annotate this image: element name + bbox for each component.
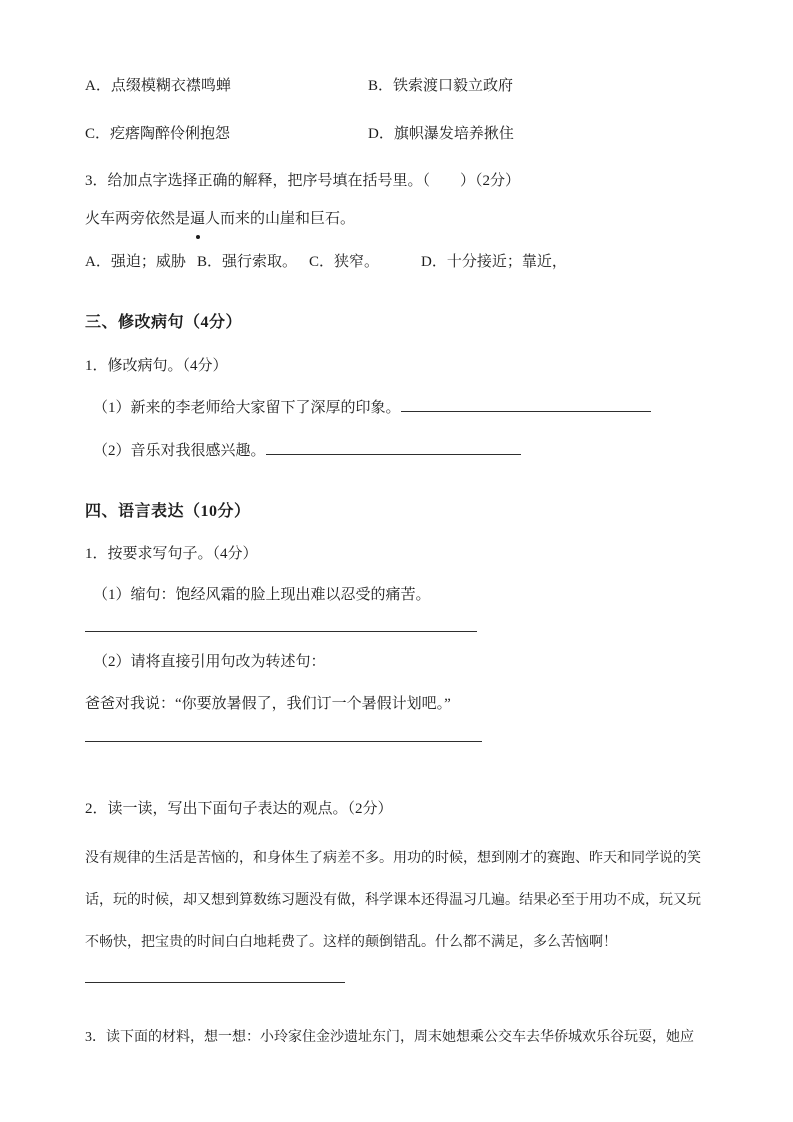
- section-three-item-1-text: （1）新来的李老师给大家留下了深厚的印象。: [93, 400, 401, 416]
- section-three-heading: 三、修改病句（4分）: [85, 314, 243, 331]
- section-four-q1-item-2-sentence: 爸爸对我说：“你要放暑假了，我们订一个暑假计划吧。”: [85, 696, 451, 712]
- emphasis-dot: [196, 235, 200, 239]
- answer-blank-reported-speech[interactable]: [85, 741, 482, 742]
- section-three-item-2-text: （2）音乐对我很感兴趣。: [93, 443, 266, 459]
- q3-option-a: A．强迫；威胁: [85, 254, 186, 270]
- section-three-q1-prompt: 1．修改病句。（4分）: [85, 358, 228, 374]
- q3-option-b: B．强行索取。: [197, 254, 298, 270]
- passage-line-3: 不畅快，把宝贵的时间白白地耗费了。这样的颠倒错乱。什么都不满足，多么苦恼啊！: [85, 935, 617, 950]
- char-group-options-row-1: [85, 72, 715, 100]
- char-group-option-b: B．铁索渡口毅立政府: [368, 78, 514, 94]
- q3-option-d: D．十分接近；靠近，: [421, 254, 567, 270]
- section-three-item-1: [85, 394, 715, 422]
- q3-sentence-after: 人而来的山崖和巨石。: [205, 211, 356, 227]
- section-four-q1-item-2: （2）请将直接引用句改为转述句：: [93, 654, 326, 670]
- answer-blank-fix-sentence-2[interactable]: [266, 441, 521, 455]
- q3-emphasized-char-glyph: 逼: [190, 211, 206, 227]
- char-group-option-a: A．点缀模糊衣襟鸣蝉: [85, 78, 231, 94]
- q3-emphasized-char: [190, 205, 205, 233]
- q3-sentence: [85, 205, 715, 233]
- q3-options-row: [85, 248, 715, 276]
- section-four-heading: 四、语言表达（10分）: [85, 503, 251, 520]
- section-four-q1-prompt: 1．按要求写句子。（4分）: [85, 546, 258, 562]
- passage-line-2: 话，玩的时候，却又想到算数练习题没有做，科学课本还得温习几遍。结果必至于用功不成，玩又玩: [85, 893, 701, 908]
- answer-blank-viewpoint[interactable]: [85, 982, 345, 983]
- section-four-q2-prompt: 2．读一读，写出下面句子表达的观点。（2分）: [85, 801, 393, 817]
- section-three-item-2: [85, 437, 715, 465]
- char-group-option-d: D．旗帜瀑发培养揪住: [368, 126, 514, 142]
- section-four-q2-passage: [85, 838, 715, 964]
- section-four-q1-item-1: （1）缩句：饱经风霜的脸上现出难以忍受的痛苦。: [93, 587, 431, 603]
- answer-blank-fix-sentence-1[interactable]: [401, 398, 651, 412]
- passage-line-1: 没有规律的生活是苦恼的，和身体生了病差不多。用功的时候，想到刚才的赛跑、昨天和同学说的笑: [85, 851, 701, 866]
- q3-sentence-before: 火车两旁依然是: [85, 211, 191, 227]
- char-group-option-c: C．疙瘩陶醉伶俐抱怨: [85, 126, 231, 142]
- answer-blank-shrink-sentence[interactable]: [85, 631, 477, 632]
- char-group-options-row-2: [85, 120, 715, 148]
- q3-prompt: 3．给加点字选择正确的解释，把序号填在括号里。（ ）（2分）: [85, 173, 521, 189]
- section-four-q3-prompt: 3．读下面的材料，想一想：小玲家住金沙遗址东门，周末她想乘公交车去华侨城欢乐谷玩耍，她应: [85, 1030, 694, 1045]
- q3-option-c: C．狭窄。: [309, 254, 380, 270]
